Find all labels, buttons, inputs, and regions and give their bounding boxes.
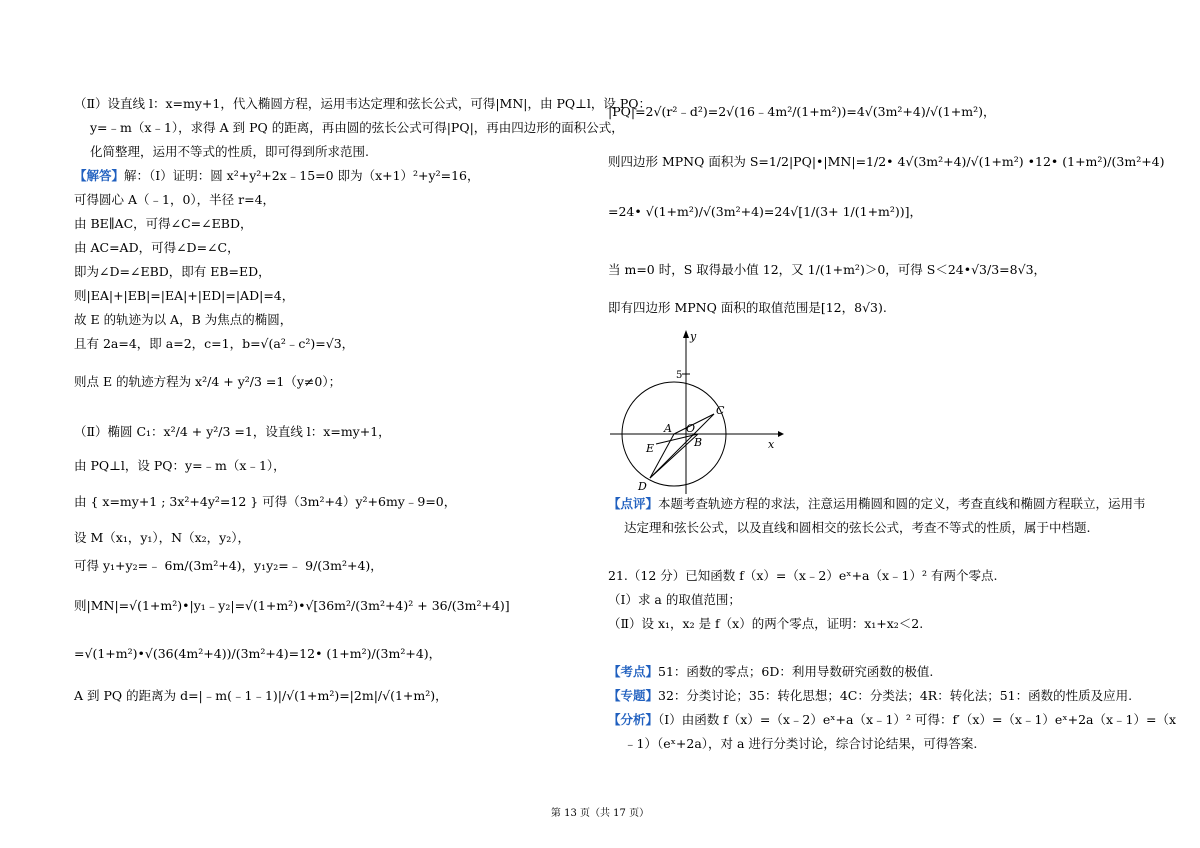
analysis-line: ﹣1）（eˣ+2a），对 a 进行分类讨论，综合讨论结果，可得答案.	[624, 736, 978, 751]
y-axis-arrow	[683, 330, 689, 338]
text-line: 由 BE∥AC，可得∠C=∠EBD，	[74, 216, 253, 231]
text-line: 化简整理，运用不等式的性质，即可得到所求范围.	[90, 144, 369, 159]
text-line: （Ⅱ）椭圆 C₁：x²/4 + y²/3 =1，设直线 l：x=my+1，	[74, 424, 391, 439]
question-part: （Ⅰ）求 a 的取值范围；	[608, 592, 741, 607]
question-title: 21.（12 分）已知函数 f（x）=（x﹣2）eˣ+a（x﹣1）² 有两个零点.	[608, 568, 998, 583]
text-line: 可得圆心 A（﹣1，0），半径 r=4，	[74, 192, 276, 207]
section-tag: 【点评】	[608, 496, 659, 511]
x-axis-label: x	[768, 438, 775, 451]
text-line: =24• √(1+m²)/√(3m²+4)=24√[1/(3+ 1/(1+m²))]，	[608, 204, 923, 219]
section-tag: 【专题】	[608, 688, 659, 703]
text-line: 可得 y₁+y₂=﹣ 6m/(3m²+4)，y₁y₂=﹣ 9/(3m²+4)，	[74, 558, 383, 573]
knowledge-point: 【考点】51：函数的零点；6D：利用导数研究函数的极值.	[608, 664, 934, 679]
text-line: 即为∠D=∠EBD，即有 EB=ED，	[74, 264, 271, 279]
text-line: 则点 E 的轨迹方程为 x²/4 + y²/3 =1（y≠0）；	[74, 374, 342, 389]
point-label-D: D	[638, 480, 647, 493]
page-footer: 第 13 页（共 17 页）	[550, 808, 650, 819]
segment-BE	[656, 434, 698, 444]
analysis-line: 【分析】（Ⅰ）由函数 f（x）=（x﹣2）eˣ+a（x﹣1）² 可得：f′（x）=（x﹣1）eˣ+2a（x﹣1）=（x	[608, 712, 1177, 727]
y-axis-label: y	[690, 330, 697, 343]
point-label-A: A	[664, 422, 672, 435]
text-line: 设 M（x₁，y₁），N（x₂，y₂），	[74, 530, 250, 545]
text-line: |PQ|=2√(r²﹣d²)=2√(16﹣4m²/(1+m²))=4√(3m²+4)/√(1+m²)，	[608, 104, 996, 119]
text-line: A 到 PQ 的距离为 d=|﹣m(﹣1﹣1)|/√(1+m²)=|2m|/√(1+m²)，	[74, 688, 448, 703]
text-line: y=﹣m（x﹣1），求得 A 到 PQ 的距离，再由圆的弦长公式可得|PQ|，再由四边形的面积公式，	[90, 120, 624, 135]
segment-DC	[650, 414, 714, 478]
comment-line: 达定理和弦长公式，以及直线和圆相交的弦长公式，考查不等式的性质，属于中档题.	[624, 520, 1091, 535]
text-line: 故 E 的轨迹为以 A，B 为焦点的椭圆，	[74, 312, 293, 327]
comment-line: 【点评】本题考查轨迹方程的求法，注意运用椭圆和圆的定义，考查直线和椭圆方程联立，运用韦	[608, 496, 1146, 511]
section-tag: 【分析】	[608, 712, 659, 727]
question-part: （Ⅱ）设 x₁，x₂ 是 f（x）的两个零点，证明：x₁+x₂＜2.	[608, 616, 924, 631]
x-axis-arrow	[778, 431, 784, 437]
segment-BD	[650, 434, 698, 478]
geometry-figure	[606, 328, 786, 498]
section-tag: 【考点】	[608, 664, 659, 679]
text-line: 则四边形 MPNQ 面积为 S=1/2|PQ|•|MN|=1/2• 4√(3m²+4)/√(1+m²) •12• (1+m²)/(3m²+4)	[608, 154, 1165, 169]
point-label-E: E	[646, 442, 655, 455]
point-label-C: C	[716, 404, 725, 417]
text-line: 由 { x=my+1 ; 3x²+4y²=12 } 可得（3m²+4）y²+6my﹣9=0，	[74, 494, 457, 509]
text-line: 则|MN|=√(1+m²)•|y₁﹣y₂|=√(1+m²)•√[36m²/(3m²+4)² + 36/(3m²+4)]	[74, 598, 510, 613]
text-line: 且有 2a=4，即 a=2，c=1，b=√(a²﹣c²)=√3，	[74, 336, 355, 351]
text-line: =√(1+m²)•√(36(4m²+4))/(3m²+4)=12• (1+m²)/(3m²+4)，	[74, 646, 442, 661]
tick-label: 5	[676, 370, 683, 381]
text-line: 由 AC=AD，可得∠D=∠C，	[74, 240, 240, 255]
section-tag: 【解答】	[74, 168, 125, 183]
text-line: 则|EA|+|EB|=|EA|+|ED|=|AD|=4，	[74, 288, 295, 303]
text-line: （Ⅱ）设直线 l：x=my+1，代入椭圆方程，运用韦达定理和弦长公式，可得|MN|，由 PQ⊥l，设 PQ：	[74, 96, 652, 111]
text-line: 即有四边形 MPNQ 面积的取值范围是[12，8√3).	[608, 300, 887, 315]
point-label-O: O	[686, 422, 696, 435]
answer-heading: 【解答】解：（Ⅰ）证明：圆 x²+y²+2x﹣15=0 即为（x+1）²+y²=16，	[74, 168, 480, 183]
topic-line: 【专题】32：分类讨论；35：转化思想；4C：分类法；4R：转化法；51：函数的性质及应用.	[608, 688, 1133, 703]
text-line: 当 m=0 时，S 取得最小值 12，又 1/(1+m²)＞0，可得 S＜24•√3/3=8√3，	[608, 262, 1047, 277]
text-line: 由 PQ⊥l，设 PQ：y=﹣m（x﹣1），	[74, 458, 286, 473]
point-label-B: B	[694, 436, 703, 449]
